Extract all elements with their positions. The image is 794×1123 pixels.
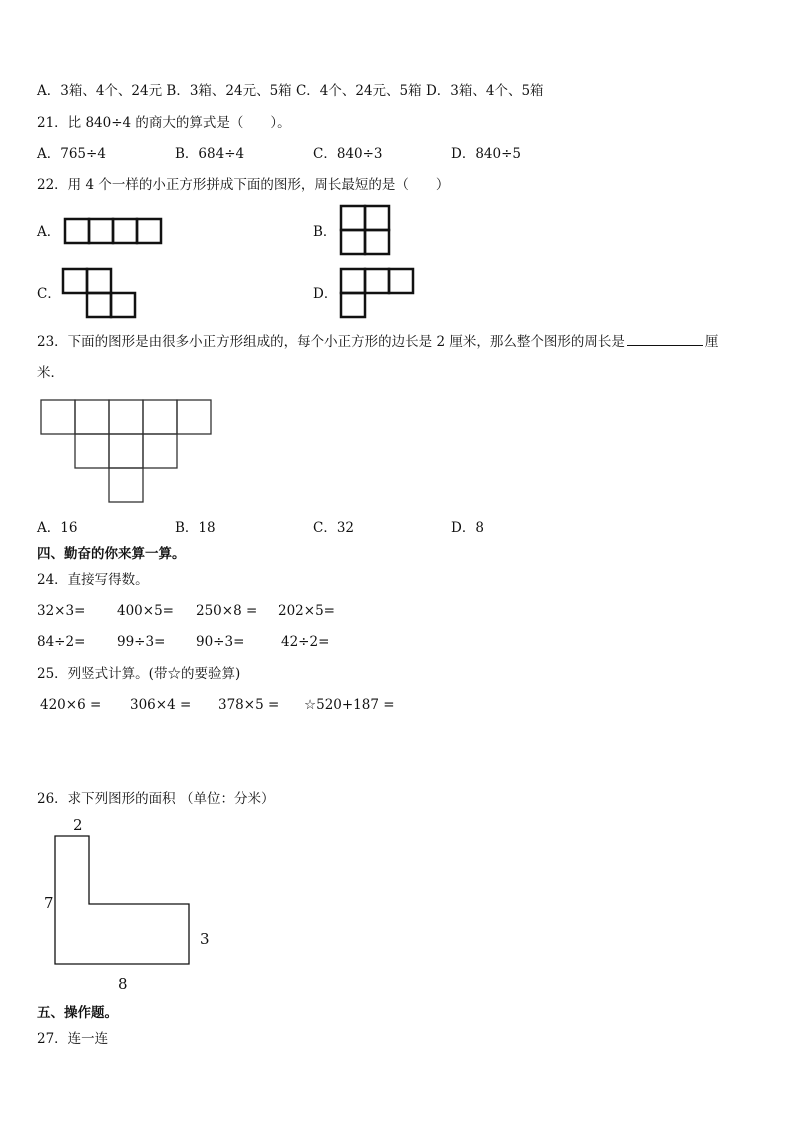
q22-shape-d (340, 268, 416, 320)
q23-figure (40, 399, 216, 505)
q23-stem-line2: 米． (37, 365, 64, 381)
q24-stem: 24．直接写得数。 (37, 572, 149, 588)
q23-stem (37, 331, 718, 352)
section-4-title: 四、勤奋的你来算一算。 (37, 546, 186, 562)
q23-option-c: C．32 (313, 520, 355, 536)
q26-dim-top: 2 (73, 816, 83, 834)
q23-answer-blank[interactable] (627, 331, 703, 346)
q24-item: 99÷3= (117, 634, 166, 650)
q25-item: 306×4 = (130, 697, 192, 713)
q26-stem: 26．求下列图形的面积 （单位：分米） (37, 791, 275, 807)
q22-label-c: C． (37, 286, 61, 302)
q22-label-a: A． (37, 224, 61, 240)
q23-option-b: B．18 (175, 520, 216, 536)
q21-option-d: D．840÷5 (451, 146, 521, 162)
q22-label-d: D． (313, 286, 338, 302)
q25-item: 420×6 = (40, 697, 102, 713)
q22-shape-c (62, 268, 138, 320)
q24-item: 32×3= (37, 603, 86, 619)
q20-options: A．3箱、4个、24元 B．3箱、24元、5箱 C．4个、24元、5箱 D．3箱、4个、5箱 (37, 83, 544, 99)
q21-option-a: A．765÷4 (37, 146, 106, 162)
q23-option-d: D．8 (451, 520, 484, 536)
q21-stem: 21．比 840÷4 的商大的算式是（ ）。 (37, 115, 291, 131)
q22-stem: 22．用 4 个一样的小正方形拼成下面的图形，周长最短的是（ ） (37, 177, 450, 193)
section-5-title: 五、操作题。 (37, 1005, 118, 1021)
q24-item: 202×5= (278, 603, 335, 619)
q23-option-a: A．16 (37, 520, 78, 536)
q22-shape-b (340, 205, 392, 257)
q22-shape-a (64, 218, 164, 244)
q24-item: 400×5= (117, 603, 174, 619)
q21-option-b: B．684÷4 (175, 146, 245, 162)
q26-dim-right: 3 (200, 930, 210, 948)
q24-item: 42÷2= (281, 634, 330, 650)
q23-stem-unit: 厘 (704, 334, 719, 350)
q27-stem: 27．连一连 (37, 1031, 109, 1047)
q25-item: ☆520+187 = (304, 697, 395, 713)
q25-item: 378×5 = (218, 697, 280, 713)
q23-stem-text: 23．下面的图形是由很多小正方形组成的，每个小正方形的边长是 2 厘米，那么整个图形的周长是 (37, 334, 625, 350)
q26-l-shape (54, 835, 192, 967)
q25-stem: 25．列竖式计算。(带☆的要验算) (37, 666, 241, 682)
q21-option-c: C．840÷3 (313, 146, 383, 162)
q24-item: 250×8 = (196, 603, 258, 619)
q26-dim-bottom: 8 (118, 975, 128, 993)
q26-dim-left: 7 (44, 894, 54, 912)
q24-item: 90÷3= (196, 634, 245, 650)
q24-item: 84÷2= (37, 634, 86, 650)
q22-label-b: B． (313, 224, 337, 240)
